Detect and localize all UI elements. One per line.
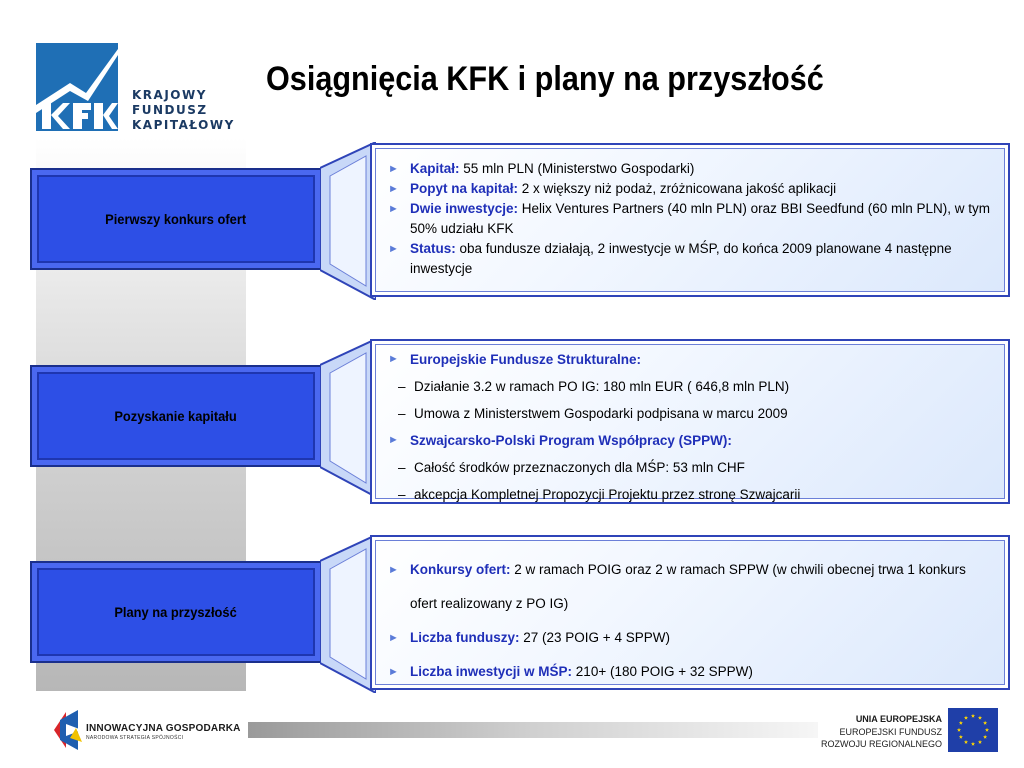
section-label-first-contest <box>30 168 322 270</box>
list-item: ► Europejskie Fundusze Strukturalne: <box>388 346 994 373</box>
innovative-economy-subtext: NARODOWA STRATEGIA SPÓJNOŚCI <box>86 735 184 741</box>
eu-text-line-2: EUROPEJSKI FUNDUSZ <box>839 727 942 737</box>
dash-glyph: – <box>398 406 406 421</box>
bullet-arrow-icon: ► <box>388 666 399 678</box>
section-content-raising-capital <box>370 339 1010 504</box>
section-content-future-plans <box>370 535 1010 690</box>
logo-name-line-2: FUNDUSZ <box>132 103 208 117</box>
bullet-arrow-icon: ► <box>388 434 399 446</box>
kfk-logo <box>36 43 236 135</box>
dash-glyph: – <box>398 487 406 502</box>
section-label-future-plans <box>30 561 322 663</box>
bullet-arrow-icon: ► <box>388 564 399 576</box>
eu-text-line-1: UNIA EUROPEJSKA <box>855 714 942 724</box>
section-connector-3 <box>320 535 376 693</box>
bullet-arrow-icon: ► <box>388 353 399 365</box>
dash-glyph: – <box>398 379 406 394</box>
list-item: ► Szwajcarsko-Polski Program Współpracy (SPPW): <box>388 427 994 454</box>
section-label-raising-capital <box>30 365 322 467</box>
bullet-arrow-icon: ► <box>388 203 399 215</box>
section-items <box>372 145 1008 279</box>
section-items <box>372 537 1008 689</box>
logo-name-line-1: KRAJOWY <box>132 88 207 102</box>
list-subitem: – akcepcja Kompletnej Propozycji Projektu przez stronę Szwajcarii <box>388 481 994 508</box>
list-item: ► Status: oba fundusze działają, 2 inwestycje w MŚP, do końca 2009 planowane 4 następne inwestycje <box>388 241 952 276</box>
list-subitem: – Umowa z Ministerstwem Gospodarki podpisana w marcu 2009 <box>388 400 994 427</box>
section-connector-2 <box>320 339 376 497</box>
bullet-arrow-icon: ► <box>388 632 399 644</box>
list-item: ► Popyt na kapitał: 2 x większy niż podaż, zróżnicowana jakość aplikacji <box>388 179 994 199</box>
logo-name-line-3: KAPITAŁOWY <box>132 118 235 132</box>
section-label-text: Pierwszy konkurs ofert <box>105 211 247 227</box>
list-item: ► Dwie inwestycje: Helix Ventures Partners (40 mln PLN) oraz BBI Seedfund (60 mln PLN), w tym 50% udziału KFK <box>388 201 990 236</box>
eu-text-line-3: ROZWOJU REGIONALNEGO <box>820 739 942 749</box>
section-label-text: Plany na przyszłość <box>114 604 238 620</box>
kfk-logo-mark-icon <box>36 43 118 131</box>
page-title: Osiągnięcia KFK i plany na przyszłość <box>266 60 824 98</box>
list-item: ► Konkursy ofert: 2 w ramach POIG oraz 2 w ramach SPPW (w chwili obecnej trwa 1 konkurs ofert realizowany z PO IG) <box>388 553 994 621</box>
dash-glyph: – <box>398 460 406 475</box>
section-connector-1 <box>320 142 376 300</box>
bullet-arrow-icon: ► <box>388 163 399 175</box>
list-subitem: – Działanie 3.2 w ramach PO IG: 180 mln EUR ( 646,8 mln PLN) <box>388 373 994 400</box>
eu-flag-icon <box>948 708 998 752</box>
list-subitem: – Całość środków przeznaczonych dla MŚP: 53 mln CHF <box>388 454 994 481</box>
list-item: ► Liczba funduszy: 27 (23 POIG + 4 SPPW) <box>388 621 994 655</box>
footer-gradient-bar <box>248 722 818 738</box>
innovative-economy-text: INNOWACYJNA GOSPODARKA <box>86 723 241 734</box>
section-items <box>372 341 1008 508</box>
list-item: ► Liczba inwestycji w MŚP: 210+ (180 POIG + 32 SPPW) <box>388 655 994 689</box>
section-label-text: Pozyskanie kapitału <box>114 408 238 424</box>
bullet-arrow-icon: ► <box>388 183 399 195</box>
section-content-first-contest <box>370 143 1010 297</box>
list-item: ► Kapitał: 55 mln PLN (Ministerstwo Gospodarki) <box>388 159 994 179</box>
bullet-arrow-icon: ► <box>388 243 399 255</box>
